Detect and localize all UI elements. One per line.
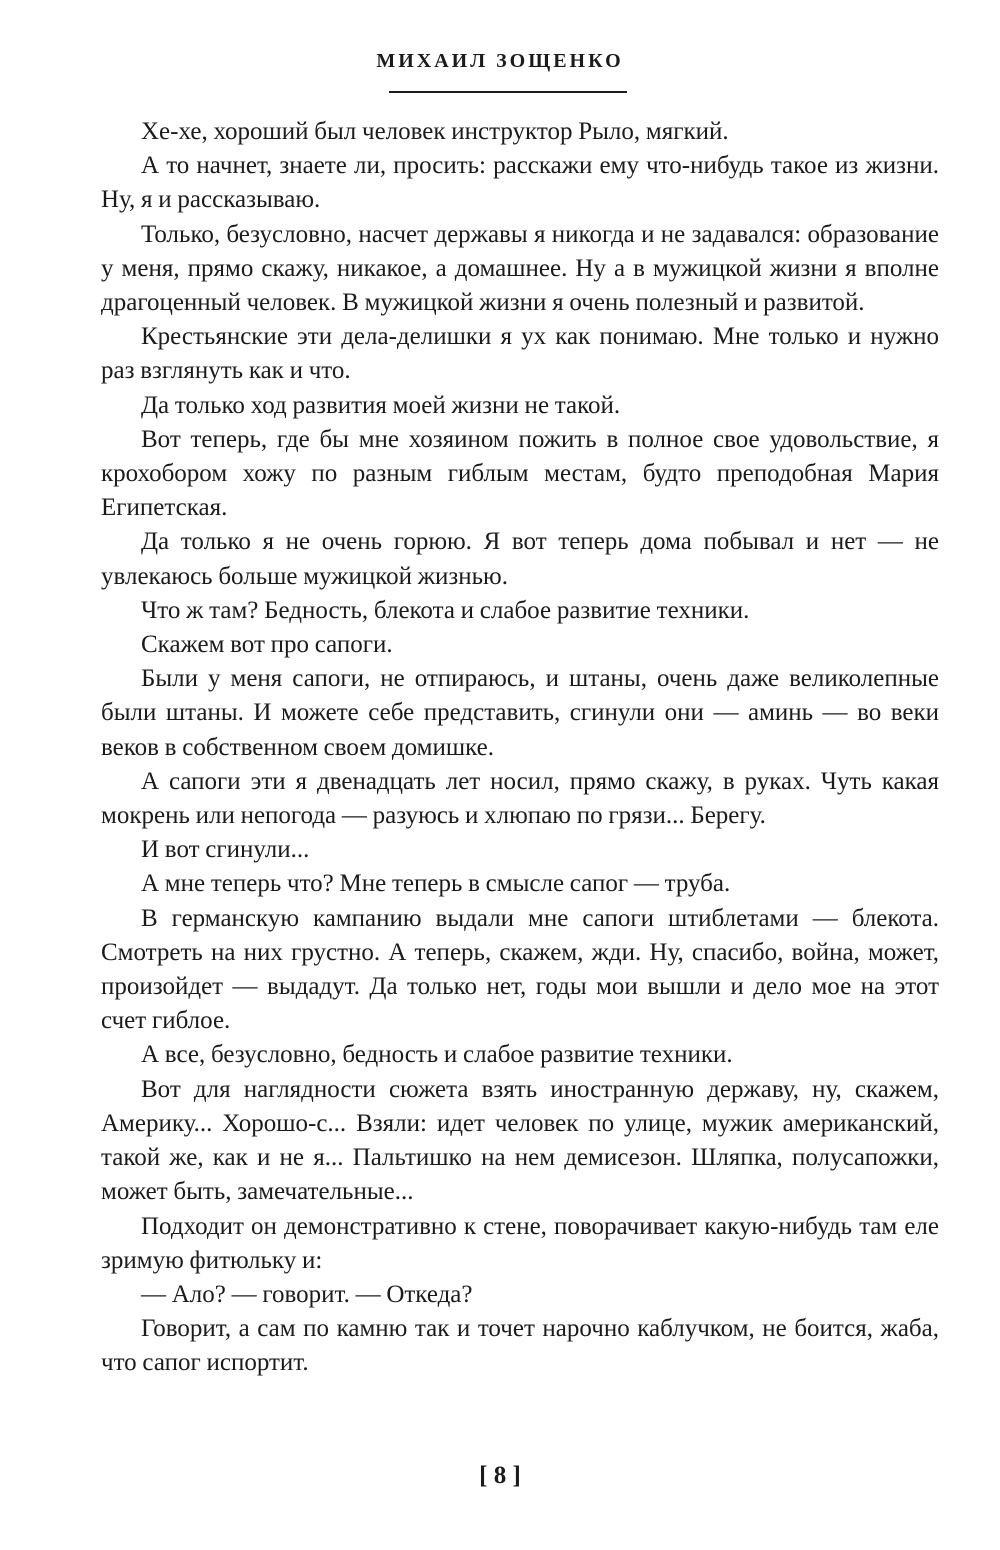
paragraph: А мне теперь что? Мне теперь в смысле сапог — труба. [141, 870, 731, 898]
paragraph: — Ало? — говорит. — Откеда? [141, 1280, 473, 1308]
paragraph: Крестьянские эти дела-делишки я ух как понимаю. Мне только и нужно раз взглянуть как и что. [101, 323, 939, 385]
paragraph: Говорит, а сам по камню так и точет нарочно каблучком, не боится, жаба, что сапог испортит. [101, 1315, 939, 1377]
paragraph: Подходит он демонстративно к стене, поворачивает какую-нибудь там еле зримую фитюльку и: [101, 1212, 939, 1274]
paragraph: А то начнет, знаете ли, просить: расскажи ему что-нибудь такое из жизни. Ну, я и рассказываю. [101, 152, 939, 214]
paragraph: А все, безусловно, бедность и слабое развитие техники. [141, 1041, 733, 1069]
paragraph: Вот теперь, где бы мне хозяином пожить в полное свое удовольствие, я крохобором хожу по разным гиблым местам, будто преподобная Мария Египетская. [101, 425, 939, 522]
paragraph: И вот сгинули... [141, 836, 310, 864]
paragraph: Да только я не очень горюю. Я вот теперь дома побывал и нет — не увлекаюсь больше мужицкой жизнью. [101, 528, 939, 590]
page-number [0, 1462, 1000, 1490]
paragraph: Были у меня сапоги, не отпираюсь, и штаны, очень даже великолепные были штаны. И можете себе представить, сгинули они — аминь — во веки веков в собственном своем домишке. [101, 665, 939, 761]
paragraph: Только, безусловно, насчет державы я никогда и не задавался: образование у меня, прямо скажу, никакое, а домашнее. Ну а в мужицкой жизни я вполне драгоценный человек. В мужицкой жизни я очень полезный и развитой. [101, 220, 939, 317]
header-rule [389, 91, 627, 93]
paragraph: Скажем вот про сапоги. [141, 631, 393, 659]
paragraph: Вот для наглядности сюжета взять иностранную державу, ну, скажем, Америку... Хорошо-с... Взяли: идет человек по улице, мужик американский, такой же, как и не я... Пальтишко на нем демисезон. Шляпка, полусапожки, может быть, замечательные... [101, 1075, 939, 1206]
paragraph: В германскую кампанию выдали мне сапоги штиблетами — блекота. Смотреть на них грустно. А теперь, скажем, жди. Ну, спасибо, война, может, произойдет — выдадут. Да только нет, годы мои вышли и дело мое на этот счет гиблое. [101, 904, 939, 1035]
body-text [101, 115, 939, 1381]
paragraph: Что ж там? Бедность, блекота и слабое развитие техники. [141, 596, 750, 624]
page-number-bracket-left: [ [479, 1462, 488, 1489]
paragraph: Хе-хе, хороший был человек инструктор Рыло, мягкий. [141, 118, 729, 145]
page-number-value: 8 [493, 1462, 507, 1489]
paragraph: А сапоги эти я двенадцать лет носил, прямо скажу, в руках. Чуть какая мокрень или непогода — разуюсь и хлюпаю по грязи... Берегу. [101, 767, 939, 830]
page-number-bracket-right: ] [512, 1462, 521, 1489]
paragraph: Да только ход развития моей жизни не такой. [141, 391, 621, 419]
running-head-author: МИХАИЛ ЗОЩЕНКО [376, 50, 624, 72]
